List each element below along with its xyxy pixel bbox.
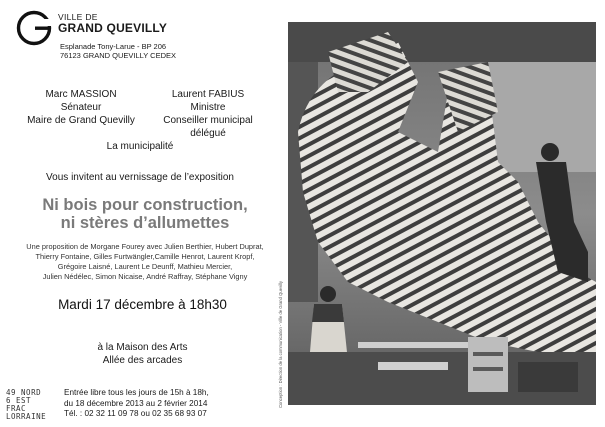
- host-left: [22, 88, 140, 127]
- address-line2: 76123 GRAND QUEVILLY CEDEX: [60, 51, 177, 60]
- host-right-role2: Conseiller municipal délégué: [163, 115, 253, 139]
- title-line2: ni stères d’allumettes: [60, 214, 230, 232]
- phone-numbers: Tél. : 02 32 11 09 78 ou 02 35 68 93 07: [64, 409, 207, 418]
- opening-hours: Entrée libre tous les jours de 15h à 18h,: [64, 388, 209, 397]
- credits-line3: Grégoire Laisné, Laurent Le Deunff, Mathieu Mercier,: [57, 262, 233, 271]
- title-line1: Ni bois pour construction,: [42, 196, 248, 214]
- photo-credit: Conception : Direction de la communication - Ville de Grand Quevilly: [278, 280, 283, 408]
- photo-illustration: [288, 22, 596, 405]
- credits-line2: Thierry Fontaine, Gilles Furtwängler,Camille Henrot, Laurent Kropf,: [35, 252, 255, 261]
- host-right-name: Laurent FABIUS: [171, 89, 245, 100]
- credits-line1: Une proposition de Morgane Fourey avec Julien Berthier, Hubert Duprat,: [26, 242, 264, 251]
- venue-line2: Allée des arcades: [102, 355, 183, 366]
- frac-lorraine-logo: [6, 389, 46, 421]
- frac-logo-line3: FRAC: [6, 404, 27, 413]
- invite-text: Vous invitent au vernissage de l’exposition: [46, 172, 234, 183]
- host-left-name: Marc MASSION: [45, 89, 117, 100]
- host-right-role1: Ministre: [190, 102, 226, 113]
- opening-info: [64, 388, 209, 420]
- frac-logo-line4: LORRAINE: [6, 412, 47, 421]
- city-name: [58, 12, 167, 34]
- city-name-line1: VILLE DE: [58, 12, 98, 22]
- host-left-role2: Maire de Grand Quevilly: [27, 115, 135, 126]
- opening-dates: du 18 décembre 2013 au 2 février 2014: [64, 398, 208, 408]
- frac-logo-line2: 6 EST: [6, 396, 32, 405]
- host-right: [146, 88, 270, 140]
- city-logo-icon: [16, 10, 52, 46]
- credits-line4: Julien Nédélec, Simon Nicaise, André Raffray, Stéphane Vigny: [42, 272, 248, 281]
- exhibition-photo: [288, 22, 596, 405]
- artist-credits: [14, 242, 276, 282]
- city-name-line2: GRAND QUEVILLY: [58, 21, 168, 35]
- venue-line1: à la Maison des Arts: [97, 342, 188, 353]
- frac-logo-line1: 49 NORD: [6, 388, 42, 397]
- exhibition-title: [10, 196, 280, 232]
- venue: [0, 341, 285, 367]
- event-date: Mardi 17 décembre à 18h30: [58, 297, 227, 312]
- host-left-role1: Sénateur: [60, 102, 102, 113]
- city-address: [60, 42, 176, 60]
- municipality-label: La municipalité: [106, 141, 174, 152]
- address-line1: Esplanade Tony-Larue - BP 206: [60, 42, 167, 51]
